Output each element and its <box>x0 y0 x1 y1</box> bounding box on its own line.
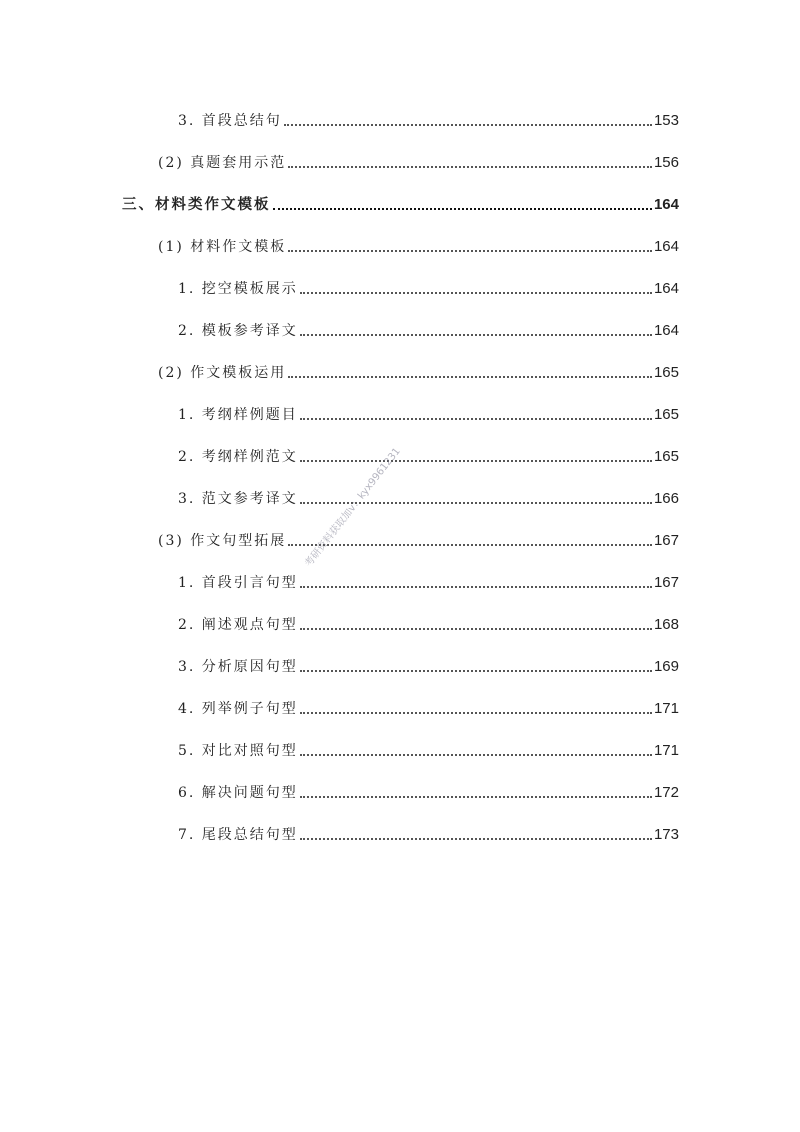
dot-leader <box>300 754 652 756</box>
toc-entry-label: 2. 考纲样例范文 <box>178 449 298 465</box>
toc-entry-label: 1. 首段引言句型 <box>178 575 298 591</box>
toc-entry[interactable] <box>178 274 679 298</box>
dot-leader <box>288 250 652 252</box>
dot-leader <box>300 796 652 798</box>
toc-entry[interactable] <box>178 652 679 676</box>
toc-entry-page: 166 <box>653 490 679 507</box>
toc-entry-page: 165 <box>653 448 679 465</box>
toc-entry[interactable] <box>178 778 679 802</box>
toc-entry[interactable] <box>178 484 679 508</box>
toc-entry[interactable] <box>158 358 679 382</box>
toc-entry-page: 171 <box>653 700 679 717</box>
toc-entry-page: 173 <box>653 826 679 843</box>
toc-entry-label: 6. 解决问题句型 <box>178 785 298 801</box>
dot-leader <box>288 544 652 546</box>
toc-entry[interactable] <box>158 526 679 550</box>
toc-entry-label: (1) 材料作文模板 <box>158 239 287 255</box>
dot-leader <box>300 586 652 588</box>
toc-entry-page: 171 <box>653 742 679 759</box>
toc-entry[interactable] <box>122 190 679 214</box>
toc-entry[interactable] <box>178 106 679 130</box>
toc-entry-label: 2. 阐述观点句型 <box>178 617 298 633</box>
toc-entry[interactable] <box>178 400 679 424</box>
toc-entry[interactable] <box>178 316 679 340</box>
toc-entry-label: (2) 作文模板运用 <box>158 365 287 381</box>
toc-entry-label: 1. 考纲样例题目 <box>178 407 298 423</box>
dot-leader <box>300 418 652 420</box>
dot-leader <box>284 124 652 126</box>
dot-leader <box>300 838 652 840</box>
dot-leader <box>288 376 652 378</box>
toc-entry[interactable] <box>158 148 679 172</box>
toc-entry[interactable] <box>178 694 679 718</box>
toc-entry[interactable] <box>178 442 679 466</box>
toc-entry-label: 1. 挖空模板展示 <box>178 281 298 297</box>
toc-entry-label: 4. 列举例子句型 <box>178 701 298 717</box>
dot-leader <box>300 334 652 336</box>
watermark-text: 考研资料获取加v：kyx9961231 <box>303 446 403 570</box>
toc-entry-label: 3. 范文参考译文 <box>178 491 298 507</box>
toc-entry-page: 164 <box>653 196 679 213</box>
dot-leader <box>300 712 652 714</box>
toc-entry-page: 156 <box>653 154 679 171</box>
toc-entry-label: 2. 模板参考译文 <box>178 323 298 339</box>
dot-leader <box>300 502 652 504</box>
toc-entry-label: 7. 尾段总结句型 <box>178 827 298 843</box>
toc-entry-page: 169 <box>653 658 679 675</box>
dot-leader <box>300 670 652 672</box>
toc-entry-page: 167 <box>653 532 679 549</box>
toc-entry-page: 165 <box>653 364 679 381</box>
toc-entry-page: 165 <box>653 406 679 423</box>
toc-entry-page: 164 <box>653 280 679 297</box>
toc-entry-label: (2) 真题套用示范 <box>158 155 287 171</box>
toc-entry-label: 三、材料类作文模板 <box>122 196 271 213</box>
dot-leader <box>300 292 652 294</box>
toc-entry-label: 5. 对比对照句型 <box>178 743 298 759</box>
dot-leader <box>300 460 652 462</box>
toc-entry[interactable] <box>178 610 679 634</box>
toc-entry-page: 164 <box>653 238 679 255</box>
toc-entry[interactable] <box>178 568 679 592</box>
toc-entry-label: (3) 作文句型拓展 <box>158 533 287 549</box>
toc-entry[interactable] <box>178 736 679 760</box>
toc-entry-label: 3. 首段总结句 <box>178 113 282 129</box>
toc-entry-page: 168 <box>653 616 679 633</box>
toc-entry-page: 167 <box>653 574 679 591</box>
toc-entry-label: 3. 分析原因句型 <box>178 659 298 675</box>
toc-entry[interactable] <box>178 820 679 844</box>
dot-leader <box>273 208 652 210</box>
dot-leader <box>300 628 652 630</box>
toc-entry[interactable] <box>158 232 679 256</box>
toc-entry-page: 172 <box>653 784 679 801</box>
toc-entry-page: 164 <box>653 322 679 339</box>
dot-leader <box>288 166 652 168</box>
toc-entry-page: 153 <box>653 112 679 129</box>
